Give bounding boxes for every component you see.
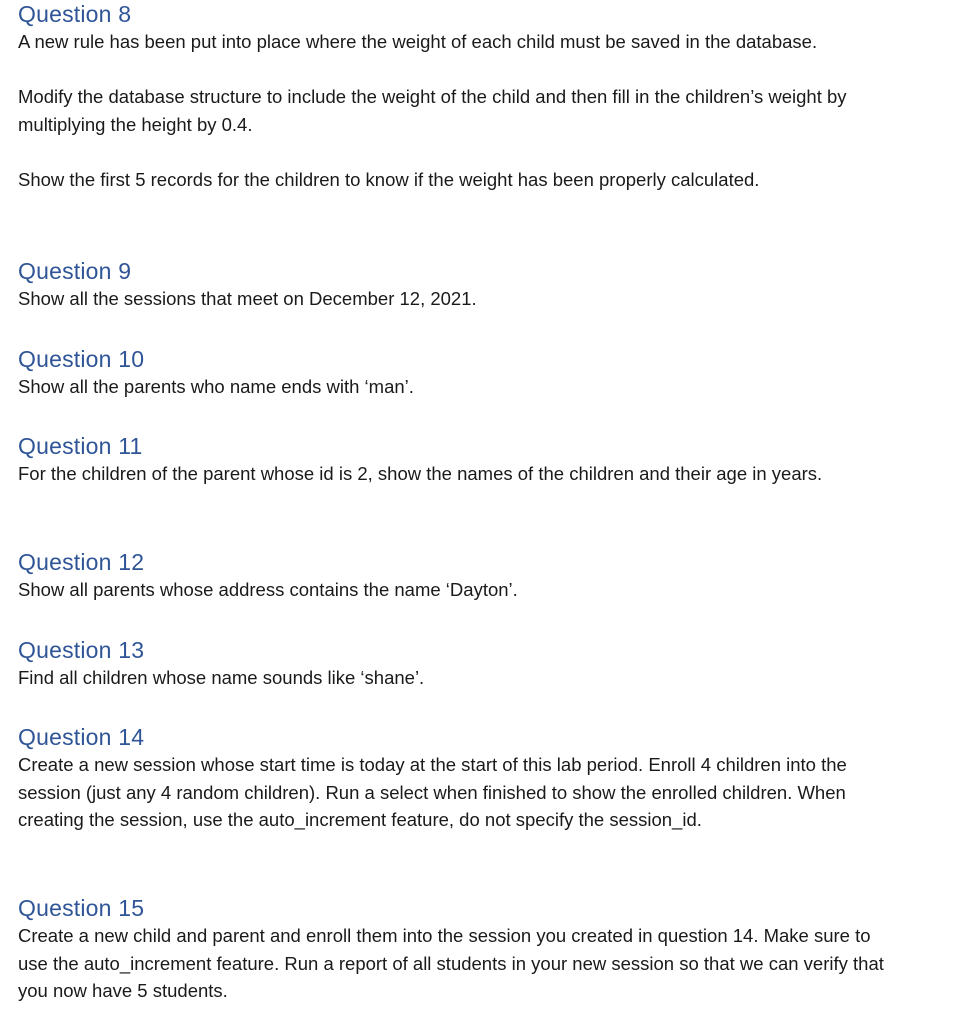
question-text: Show all the parents who name ends with ‘man’. (18, 376, 414, 397)
question-text: Create a new session whose start time is today at the start of this lab period. Enroll 4 children into the session (just any 4 random children). Run a select when finished to show the enrolled children. When creating the session, use the auto_increment feature, do not specify the session_id. (18, 754, 847, 830)
question-heading: Question 14 (18, 724, 145, 750)
question-11 (18, 432, 878, 488)
question-text: Show all the sessions that meet on December 12, 2021. (18, 288, 477, 309)
question-8 (18, 0, 898, 193)
question-text: A new rule has been put into place where the weight of each child must be saved in the database. (18, 31, 818, 52)
question-text: For the children of the parent whose id is 2, show the names of the children and their age in years. (18, 463, 823, 484)
question-14 (18, 723, 903, 834)
question-heading: Question 9 (18, 258, 132, 284)
question-heading: Question 11 (18, 433, 143, 459)
question-text: Modify the database structure to include the weight of the child and then fill in the children’s weight by multiplying the height by 0.4. (18, 86, 847, 135)
question-text: Find all children whose name sounds like ‘shane’. (18, 667, 425, 688)
question-13 (18, 636, 424, 692)
question-heading: Question 15 (18, 895, 145, 921)
question-heading: Question 13 (18, 637, 145, 663)
question-text: Show all parents whose address contains the name ‘Dayton’. (18, 579, 518, 600)
question-15 (18, 894, 903, 1005)
question-heading: Question 8 (18, 1, 132, 27)
question-12 (18, 548, 518, 604)
question-text: Show the first 5 records for the children to know if the weight has been properly calculated. (18, 168, 760, 190)
question-9 (18, 257, 477, 313)
question-heading: Question 12 (18, 549, 145, 575)
question-10 (18, 345, 414, 401)
question-heading: Question 10 (18, 346, 145, 372)
question-text: Create a new child and parent and enroll them into the session you created in question 14. Make sure to use the auto_increment feature. Run a report of all students in your new session so that we can verify that you now have 5 students. (18, 925, 884, 1001)
